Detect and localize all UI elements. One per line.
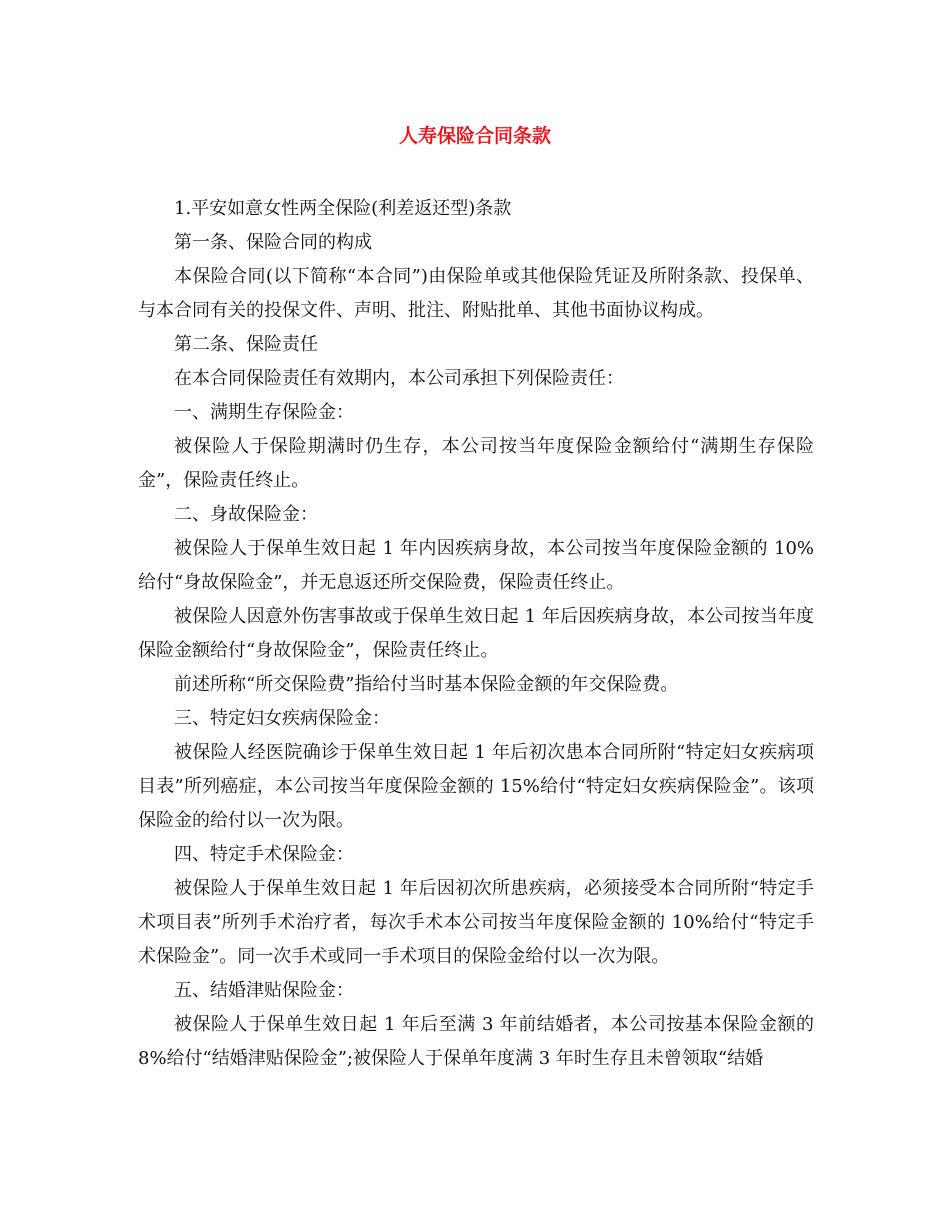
- document-body: [138, 192, 814, 1076]
- paragraph: 被保险人经医院确诊于保单生效日起 1 年后初次患本合同所附“特定妇女疾病项目表”所列癌症，本公司按当年度保险金额的 15%给付“特定妇女疾病保险金”。该项保险金的给付以一次为限。: [138, 742, 814, 831]
- section-heading: 一、满期生存保险金：: [174, 402, 354, 423]
- paragraph: 在本合同保险责任有效期内，本公司承担下列保险责任：: [174, 368, 624, 389]
- paragraph: 前述所称“所交保险费”指给付当时基本保险金额的年交保险费。: [174, 674, 679, 695]
- article-heading: 第二条、保险责任: [174, 334, 318, 355]
- article-heading: 第一条、保险合同的构成: [174, 232, 372, 253]
- paragraph: 被保险人于保单生效日起 1 年内因疾病身故，本公司按当年度保险金额的 10%给付“身故保险金”，并无息返还所交保险费，保险责任终止。: [138, 538, 814, 593]
- paragraph: 本保险合同(以下简称“本合同”)由保险单或其他保险凭证及所附条款、投保单、与本合同有关的投保文件、声明、批注、附贴批单、其他书面协议构成。: [138, 266, 814, 321]
- paragraph: 被保险人于保单生效日起 1 年后因初次所患疾病，必须接受本合同所附“特定手术项目表”所列手术治疗者，每次手术本公司按当年度保险金额的 10%给付“特定手术保险金”。同一次手术或同一手术项目的保险金给付以一次为限。: [138, 878, 814, 967]
- paragraph: 被保险人因意外伤害事故或于保单生效日起 1 年后因疾病身故，本公司按当年度保险金额给付“身故保险金”，保险责任终止。: [138, 606, 814, 661]
- paragraph: 被保险人于保单生效日起 1 年后至满 3 年前结婚者，本公司按基本保险金额的 8%给付“结婚津贴保险金”;被保险人于保单年度满 3 年时生存且未曾领取“结婚: [138, 1014, 814, 1069]
- section-heading: 二、身故保险金：: [174, 504, 318, 525]
- document-title: 人寿保险合同条款: [398, 125, 551, 147]
- section-heading: 四、特定手术保险金：: [174, 844, 354, 865]
- section-heading: 五、结婚津贴保险金：: [174, 980, 354, 1001]
- clause-heading: 1.平安如意女性两全保险(利差返还型)条款: [174, 198, 512, 219]
- paragraph: 被保险人于保险期满时仍生存，本公司按当年度保险金额给付“满期生存保险金”，保险责任终止。: [138, 436, 814, 491]
- section-heading: 三、特定妇女疾病保险金：: [174, 708, 390, 729]
